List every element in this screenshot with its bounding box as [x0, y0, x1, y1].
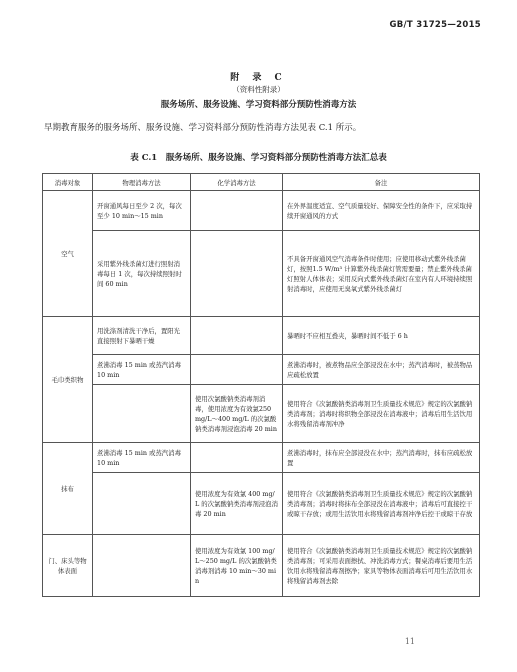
table-row — [43, 443, 480, 473]
object-cell: 抹布 — [43, 443, 93, 535]
note-cell: 使用符合《次氯酸钠类消毒剂卫生质量技术规范》规定的次氯酸钠类消毒剂；消毒时将织物全部浸没在消毒液中；消毒后用生活饮用水将残留消毒剂冲净 — [283, 385, 480, 443]
standard-number: GB/T 31725—2015 — [389, 20, 481, 30]
chemical-cell: 使用浓度为有效氯 400 mg/L 的次氯酸钠类消毒剂浸泡消毒 20 min — [191, 473, 283, 535]
table-row — [43, 355, 480, 385]
object-cell: 毛巾类织物 — [43, 317, 93, 443]
object-cell: 门、床头等物体表面 — [43, 535, 93, 597]
physical-cell: 煮沸消毒 15 min 或蒸汽消毒 10 min — [93, 355, 191, 385]
intro-paragraph: 早期教育服务的服务场所、服务设施、学习资料部分预防性消毒方法见表 C.1 所示。 — [44, 123, 362, 133]
header-chemical: 化学消毒方法 — [191, 174, 283, 191]
table-row — [43, 535, 480, 597]
physical-cell: 用洗涤剂清洗干净后，置阳光直接照射下暴晒干燥 — [93, 317, 191, 355]
header-physical: 物理消毒方法 — [93, 174, 191, 191]
physical-cell — [93, 535, 191, 597]
table-row — [43, 473, 480, 535]
chemical-cell: 使用浓度为有效氯 100 mg/L～250 mg/L 的次氯酸钠类消毒剂消毒 10 min～30 min — [191, 535, 283, 597]
appendix-type: （资料性附录） — [232, 85, 285, 94]
table-caption: 表 C.1 服务场所、服务设施、学习资料部分预防性消毒方法汇总表 — [130, 153, 387, 163]
physical-cell — [93, 385, 191, 443]
appendix-title: 服务场所、服务设施、学习资料部分预防性消毒方法 — [160, 100, 357, 110]
appendix-label: 附 录 C — [230, 73, 287, 83]
physical-cell: 采用紫外线杀菌灯进行照射消毒每日 1 次，每次持续照射时间 60 min — [93, 231, 191, 317]
physical-cell: 煮沸消毒 15 min 或蒸汽消毒 10 min — [93, 443, 191, 473]
page-number: 11 — [404, 637, 415, 646]
header-note: 备注 — [283, 174, 480, 191]
physical-cell — [93, 473, 191, 535]
physical-cell: 开窗通风每日至少 2 次，每次至少 10 min～15 min — [93, 191, 191, 231]
note-cell: 煮沸消毒时，抹布应全部浸没在水中；蒸汽消毒时，抹布应疏松放置 — [283, 443, 480, 473]
table-row — [43, 231, 480, 317]
chemical-cell — [191, 231, 283, 317]
header-object: 消毒对象 — [43, 174, 93, 191]
chemical-cell — [191, 191, 283, 231]
chemical-cell — [191, 317, 283, 355]
table-row — [43, 191, 480, 231]
note-cell: 不具备开窗通风空气消毒条件时使用；应使用移动式紫外线杀菌灯，按照1.5 W/m³ 计算紫外线杀菌灯管需要量；禁止紫外线杀菌灯照射人体体表；采用反向式紫外线杀菌灯在室内有人环境持续照射消毒时，应使用无臭氧式紫外线杀菌灯 — [283, 231, 480, 317]
note-cell: 暴晒时不应相互叠夹，暴晒时间不低于 6 h — [283, 317, 480, 355]
object-cell: 空气 — [43, 191, 93, 317]
table-header-row — [43, 174, 480, 191]
chemical-cell — [191, 355, 283, 385]
note-cell: 使用符合《次氯酸钠类消毒剂卫生质量技术规范》规定的次氯酸钠类消毒剂；消毒时将抹布全部浸没在消毒液中；消毒后可直接控干或晾干存放；或用生活饮用水将残留消毒剂冲净后控干或晾干存放 — [283, 473, 480, 535]
table-row — [43, 317, 480, 355]
disinfection-table — [42, 173, 480, 597]
table-row — [43, 385, 480, 443]
chemical-cell: 使用次氯酸钠类消毒剂消毒，使用浓度为有效氯250 mg/L～400 mg/L 的次氯酸钠类消毒剂浸泡消毒 20 min — [191, 385, 283, 443]
note-cell: 在外界温度适宜、空气质量较好、保障安全性的条件下，应采取持续开窗通风的方式 — [283, 191, 480, 231]
chemical-cell — [191, 443, 283, 473]
note-cell: 使用符合《次氯酸钠类消毒剂卫生质量技术规范》规定的次氯酸钠类消毒剂；可采用表面擦拭、冲洗消毒方式；餐桌消毒后要用生活饮用水将残留消毒剂擦净；家具等物体表面消毒后可用生活饮用水将残留消毒剂去除 — [283, 535, 480, 597]
note-cell: 煮沸消毒时，被煮物品应全部浸没在水中；蒸汽消毒时，被蒸物品应疏松放置 — [283, 355, 480, 385]
